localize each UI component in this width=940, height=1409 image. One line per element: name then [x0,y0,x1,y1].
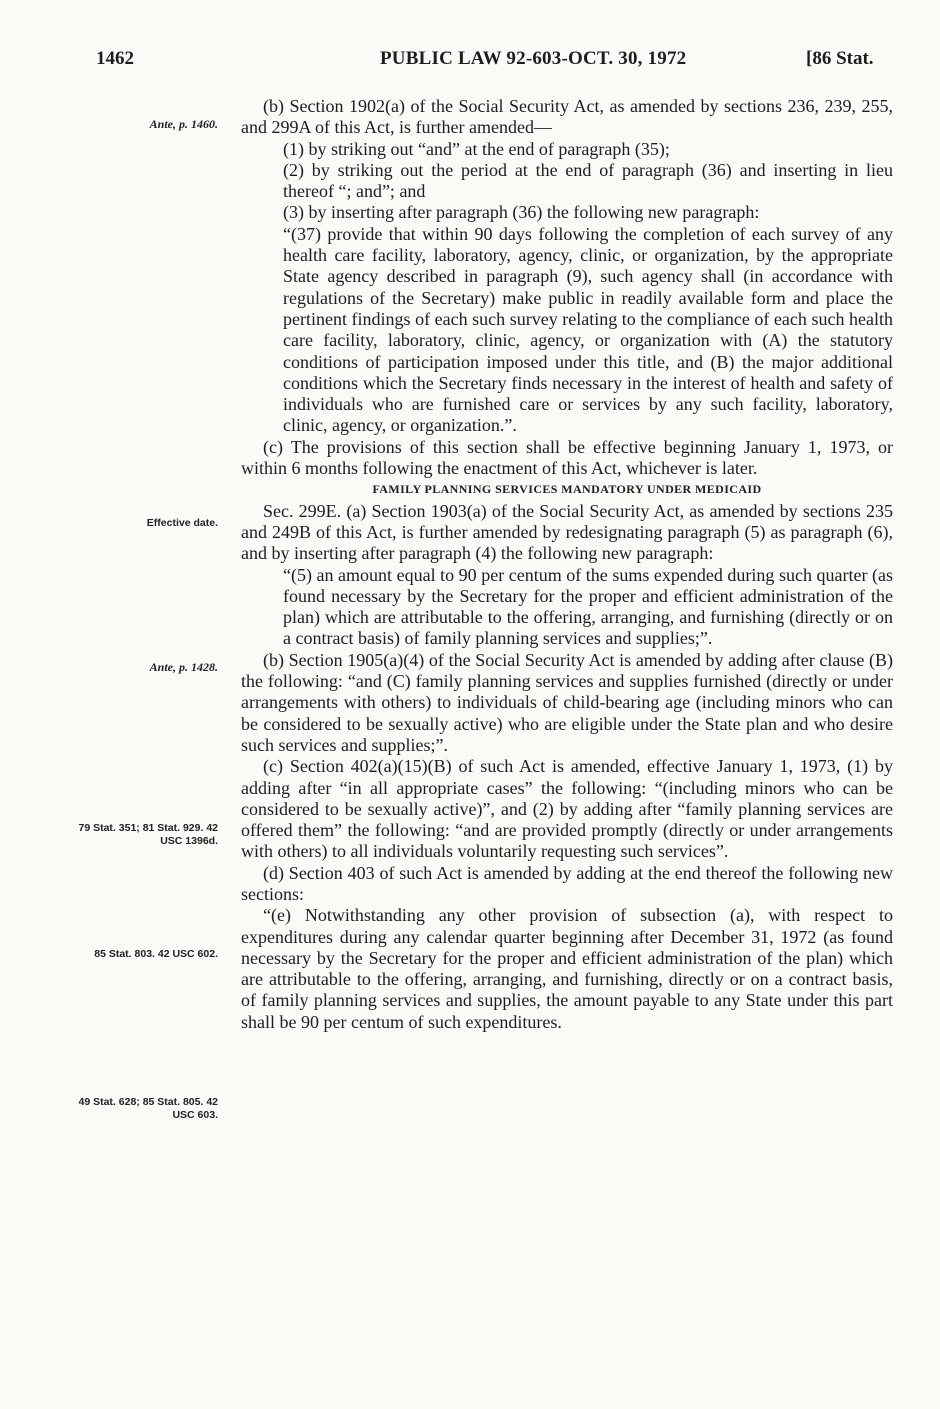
margin-note-cite-3: 49 Stat. 628; 85 Stat. 805. 42 USC 603. [78,1096,218,1121]
paragraph-37: “(37) provide that within 90 days following the completion of each survey of any health care facility, laboratory, agency, clinic, or organization, by the appropriate State agency described in paragraph (9), such agency shall (in accordance with regulations of the Secretary) make public in readily available form and place the pertinent findings of each such survey relating to the compliance of each such health care facility, laboratory, clinic, agency, or organization with (A) the statutory conditions of participation imposed under this title, and (B) the major additional conditions which the Secretary finds necessary in the interest of health and safety of individuals who are furnished care or services by any such facility, laboratory, clinic, agency, or organization.”. [283,223,893,436]
body-text [241,96,893,1033]
paragraph-sec-d: (d) Section 403 of such Act is amended by adding at the end thereof the following new sections: [241,862,893,904]
margin-note-ante-1460: Ante, p. 1460. [149,117,218,131]
paragraph-sec-c: (c) Section 402(a)(15)(B) of such Act is amended, effective January 1, 1973, (1) by adding after “in all appropriate cases” the following: “(including minors who can be considered to be sexually active)”, and (2) by adding after “family planning services are offered them” the following: “and are provided promptly (directly or under arrangements with others) to all individuals voluntarily requesting such services”. [241,756,893,862]
paragraph-b3: (3) by inserting after paragraph (36) the following new paragraph: [283,202,760,223]
paragraph-sec-b: (b) Section 1905(a)(4) of the Social Security Act is amended by adding after clause (B) the following: “and (C) family planning services and supplies furnished (directly or under arrangements with others) to individuals of child-bearing age (including minors who can be considered to be sexually active) who are eligible under the State plan and who desire such services and supplies;”. [241,649,893,755]
paragraph-5: “(5) an amount equal to 90 per centum of the sums expended during such quarter (as found necessary by the Secretary for the proper and efficient administration of the plan) which are attributable to the offering, arranging, and furnishing (directly or on a contract basis) of family planning services and supplies;”. [283,564,893,649]
paragraph-sec-a: Sec. 299E. (a) Section 1903(a) of the Social Security Act, as amended by sections 235 and 249B of this Act, is further amended by redesignating paragraph (5) as paragraph (6), and by inserting after paragraph (4) the following new paragraph: [241,500,893,564]
paragraph-b2: (2) by striking out the period at the end of paragraph (36) and inserting in lieu thereof “; and”; and [283,159,893,202]
margin-note-cite-1: 79 Stat. 351; 81 Stat. 929. 42 USC 1396d. [78,822,218,847]
paragraph-e: “(e) Notwithstanding any other provision of subsection (a), with respect to expenditures during any calendar quarter beginning after December 31, 1972 (as found necessary by the Secretary for the proper and efficient administration of the plan) which are attributable to the offering, arranging, and furnishing, directly or on a contract basis, of family planning services and supplies, the amount payable to any State under this part shall be 90 per centum of such expenditures. [241,905,893,1032]
paragraph-b1: (1) by striking out “and” at the end of paragraph (35); [283,138,670,159]
page-title: PUBLIC LAW 92-603-OCT. 30, 1972 [380,48,687,69]
margin-note-ante-1428: Ante, p. 1428. [149,660,218,674]
section-heading: FAMILY PLANNING SERVICES MANDATORY UNDER MEDICAID [372,482,762,497]
paragraph-b-intro: (b) Section 1902(a) of the Social Security Act, as amended by sections 236, 239, 255, and 299A of this Act, is further amended— [241,96,893,138]
page-number: 1462 [96,48,134,69]
margin-note-cite-2: 85 Stat. 803. 42 USC 602. [94,948,218,960]
volume-citation: [86 Stat. [806,48,874,69]
margin-note-effective-date: Effective date. [146,517,218,529]
paragraph-c: (c) The provisions of this section shall be effective beginning January 1, 1973, or within 6 months following the enactment of this Act, whichever is later. [241,436,893,479]
